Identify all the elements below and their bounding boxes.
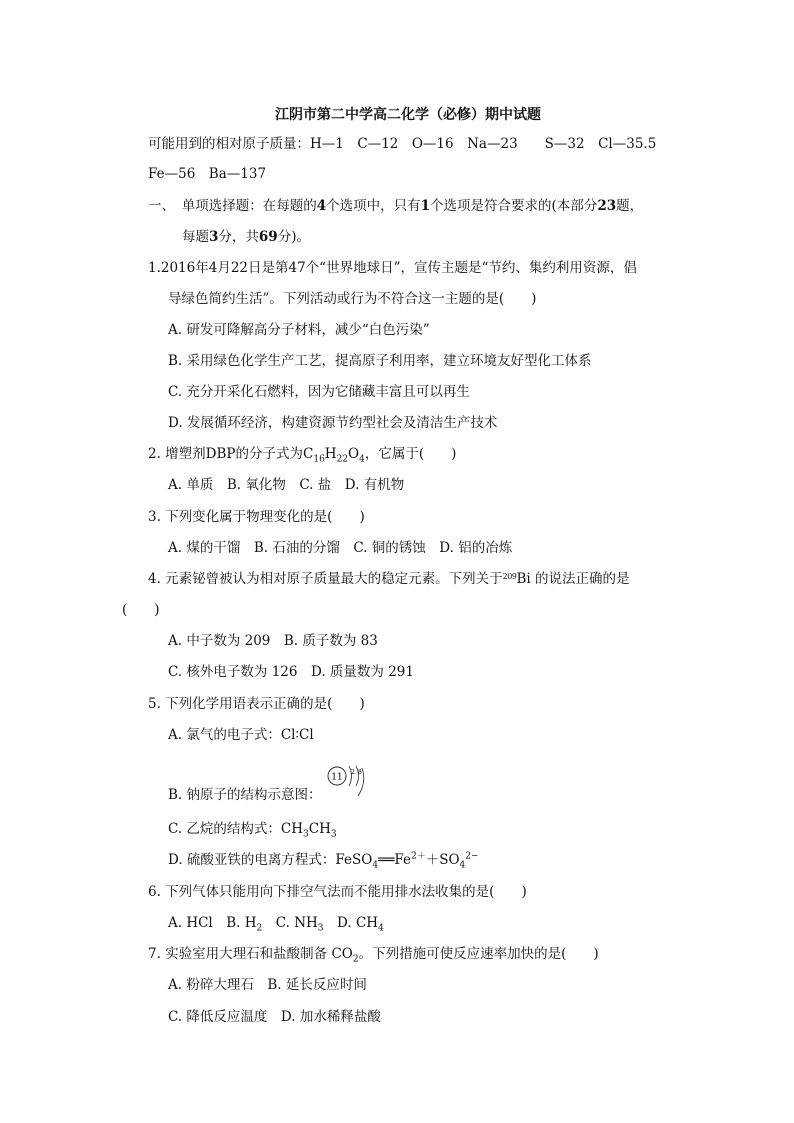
q6-options: [168, 915, 384, 934]
equals-arrow: ══: [378, 852, 395, 868]
text: 4. 元素铋曾被认为相对原子质量最大的稳定元素。下列关于: [148, 571, 503, 587]
q4-options-cd: C. 核外电子数为 126 D. 质量数为 291: [168, 664, 414, 680]
superscript: 2＋: [410, 851, 426, 862]
q1-option-b: B. 采用绿色化学生产工艺，提高原子利用率，建立环境友好型化工体系: [168, 353, 592, 369]
text: 每题: [182, 229, 209, 245]
num: 1: [420, 198, 431, 214]
num: 3: [209, 229, 219, 245]
q3-stem: 3. 下列变化属于物理变化的是( ): [148, 509, 365, 525]
subscript: 4: [372, 860, 379, 871]
subscript: 22: [336, 454, 349, 465]
q5-option-c: [168, 821, 337, 840]
subscript: 3: [317, 923, 324, 934]
text: 个选项是符合要求的(本部分: [430, 198, 598, 214]
text: H: [324, 446, 337, 462]
text: O: [348, 446, 360, 462]
text: 2. 增塑剂DBP的分子式为C: [148, 446, 314, 462]
sodium-atom-diagram: [325, 762, 375, 802]
atomic-mass-line-2: Fe—56 Ba—137: [148, 166, 267, 182]
q1-stem-line-1: 1.2016年4月22日是第47个“世界地球日”，宣传主题是“节约、集约利用资源，倡: [148, 260, 637, 276]
subscript: 4: [459, 860, 466, 871]
q7-options-ab: A. 粉碎大理石 B. 延长反应时间: [168, 977, 367, 993]
subscript: 2: [352, 954, 359, 965]
q6-stem: 6. 下列气体只能用向下排空气法而不能用排水法收集的是( ): [148, 884, 527, 900]
text: D. CH: [323, 915, 379, 931]
section-instructions-line-2: [182, 231, 310, 245]
text: A. HCl B. H: [168, 915, 257, 931]
text: 题，: [616, 198, 644, 214]
page-title: 江阴市第二中学高二化学（必修）期中试题: [275, 107, 541, 123]
text: ＋SO: [425, 852, 460, 868]
section-instructions-line-1: [148, 200, 643, 214]
q7-stem: [148, 946, 599, 965]
nucleus-label: 11: [331, 772, 343, 783]
text: Bi 的说法正确的是: [516, 571, 630, 587]
text: 7. 实验室用大理石和盐酸制备 CO: [148, 946, 353, 962]
q1-option-d: D. 发展循环经济，构建资源节约型社会及清洁生产技术: [168, 415, 498, 431]
text: C. NH: [262, 915, 318, 931]
text: 一、 单项选择题：在每题的: [148, 198, 317, 214]
text: D. 硫酸亚铁的电离方程式：FeSO: [168, 852, 373, 868]
q5-option-b: B. 钠原子的结构示意图：: [168, 787, 322, 803]
q1-option-c: C. 充分开采化石燃料，因为它储藏丰富且可以再生: [168, 384, 470, 400]
text: Fe: [394, 852, 411, 868]
q2-stem: [148, 446, 457, 465]
q7-options-cd: C. 降低反应温度 D. 加水稀释盐酸: [168, 1009, 381, 1025]
subscript: 4: [378, 923, 384, 934]
mass-number: 209: [502, 572, 517, 581]
q3-options: A. 煤的干馏 B. 石油的分馏 C. 铜的锈蚀 D. 铝的冶炼: [168, 540, 513, 556]
text: CH: [308, 821, 331, 837]
text: 。下列措施可使反应速率加快的是( ): [358, 946, 599, 962]
num: 4: [316, 198, 327, 214]
text: C. 乙烷的结构式：CH: [168, 821, 304, 837]
shell-count-1: 2: [351, 769, 355, 776]
q1-option-a: A. 研发可降解高分子材料，减少“白色污染”: [168, 322, 430, 338]
text: 分)。: [277, 229, 310, 245]
atomic-mass-line-1: 可能用到的相对原子质量：H—1 C—12 O—16 Na—23 S—32 Cl—35.5: [148, 136, 657, 152]
subscript: 3: [330, 829, 337, 840]
subscript: 3: [303, 829, 309, 840]
shell-count-2: 8: [358, 769, 362, 776]
q5-stem: 5. 下列化学用语表示正确的是( ): [148, 696, 365, 712]
q4-stem-line-2: ( ): [122, 602, 160, 618]
superscript: 2−: [465, 851, 479, 862]
subscript: 16: [313, 454, 325, 465]
q4-stem-line-1: [148, 573, 629, 587]
q5-option-d: [168, 851, 479, 871]
text: 个选项中，只有: [326, 198, 421, 214]
subscript: 4: [359, 454, 365, 465]
num: 69: [258, 229, 278, 245]
subscript: 2: [256, 923, 263, 934]
q5-option-a: A. 氯气的电子式：Cl∶Cl: [168, 727, 314, 743]
q1-stem-line-2: 导绿色简约生活”。下列活动或行为不符合这一主题的是( ): [168, 291, 537, 307]
q4-options-ab: A. 中子数为 209 B. 质子数为 83: [168, 633, 378, 649]
q2-options: A. 单质 B. 氧化物 C. 盐 D. 有机物: [168, 477, 405, 493]
num: 23: [597, 198, 617, 214]
text: 分，共: [218, 229, 259, 245]
text: ，它属于( ): [364, 446, 457, 462]
